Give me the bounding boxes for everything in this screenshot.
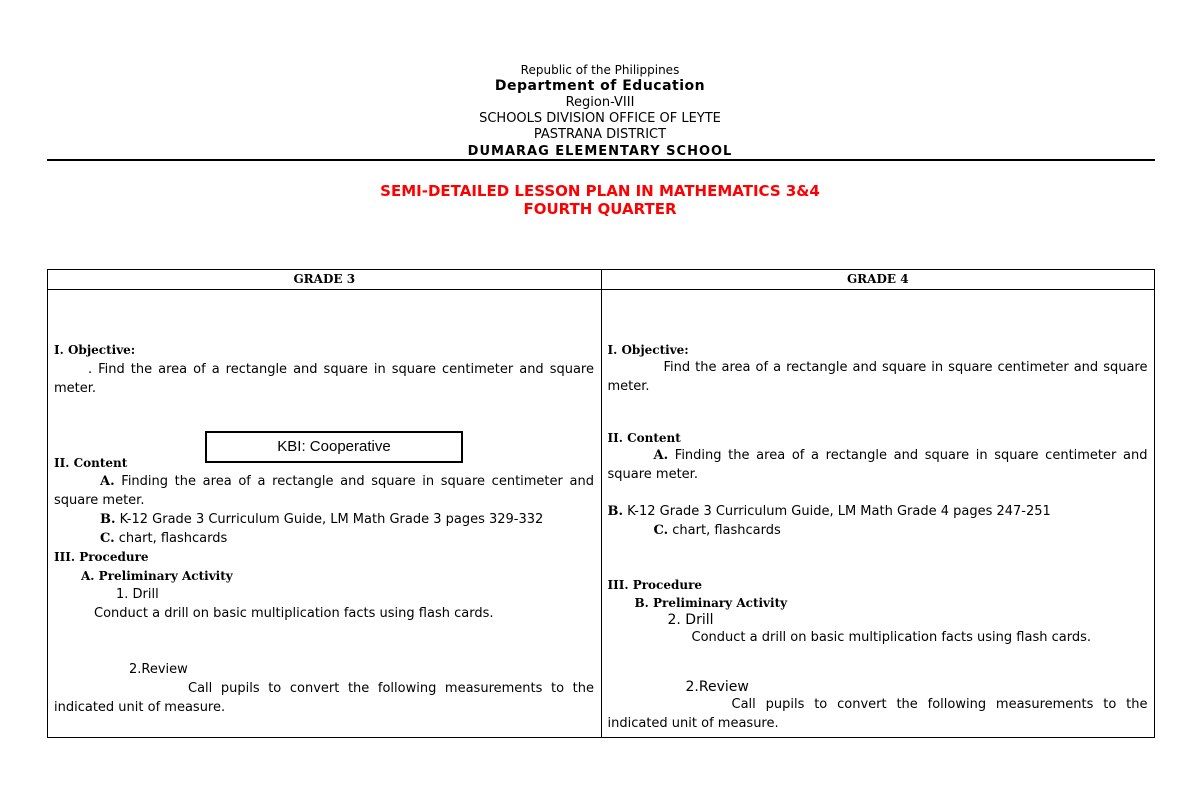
grade3-content-b [100,510,543,529]
grade3-content-c-letter: C. [100,531,115,546]
grade3-preliminary-activity: A. Preliminary Activity [81,569,233,583]
grade3-content-a [54,472,594,510]
grade4-content-a-letter: A. [653,448,669,463]
lesson-plan-table [47,269,1155,738]
district-line: PASTRANA DISTRICT [533,127,667,142]
grade4-drill-text: Conduct a drill on basic multiplication facts using flash cards. [691,630,1091,645]
grade4-content-c-text: chart, flashcards [668,523,781,538]
grade4-content-a [608,446,1148,484]
grade4-content-c [654,521,781,540]
header-divider [47,159,1155,161]
grade4-content-heading: II. Content [607,431,681,445]
grade4-content-b [608,502,1051,521]
grade4-objective-heading: I. Objective: [607,343,689,357]
department-line: Department of Education [494,78,706,94]
grade4-drill: 2. Drill [667,612,714,628]
grade3-content-b-text: K-12 Grade 3 Curriculum Guide, LM Math Grade 3 pages 329-332 [115,512,544,527]
grade3-objective-text: . Find the area of a rectangle and square in square centimeter and square meter. [54,362,594,396]
grade3-review: 2.Review [129,662,188,677]
kbi-box: KBI: Cooperative [205,431,463,463]
school-line: DUMARAG ELEMENTARY SCHOOL [467,144,733,159]
grade3-content-heading: II. Content [54,456,128,470]
grade3-content-c [100,529,227,548]
grade4-content-a-text: Finding the area of a rectangle and square in square centimeter and square meter. [607,448,1148,482]
grade3-objective-heading: I. Objective: [54,343,136,357]
grade3-review-text: Call pupils to convert the following measurements to the indicated unit of measure. [54,681,594,715]
grade3-content-c-text: chart, flashcards [114,531,228,546]
republic-line: Republic of the Philippines [520,63,680,77]
division-line: SCHOOLS DIVISION OFFICE OF LEYTE [479,111,721,126]
grade3-drill-text: Conduct a drill on basic multiplication facts using flash cards. [94,606,494,621]
grade3-content-a-text: Finding the area of a rectangle and square in square centimeter and square meter. [54,474,594,508]
grade3-cell [48,290,602,738]
grade3-procedure-heading: III. Procedure [54,550,149,564]
grade4-cell [601,290,1155,738]
grade4-objective-text: Find the area of a rectangle and square in square centimeter and square meter. [607,360,1148,394]
grade4-review-text: Call pupils to convert the following measurements to the indicated unit of measure. [607,697,1148,731]
grade4-content-b-text: K-12 Grade 3 Curriculum Guide, LM Math Grade 4 pages 247-251 [623,504,1051,519]
grade4-review: 2.Review [685,679,749,695]
quarter-title: FOURTH QUARTER [523,200,677,218]
grade3-content-b-letter: B. [100,512,116,527]
grade3-content-a-letter: A. [100,474,115,489]
lesson-plan-title: SEMI-DETAILED LESSON PLAN IN MATHEMATICS 3&4 [380,182,820,200]
grade4-preliminary-activity: B. Preliminary Activity [634,596,788,610]
grade3-drill: 1. Drill [116,587,159,602]
grade4-content-b-letter: B. [607,504,624,519]
grade3-column-heading: GRADE 3 [48,270,602,290]
grade4-procedure-heading: III. Procedure [607,578,703,592]
grade4-content-c-letter: C. [653,523,669,538]
grade4-column-heading: GRADE 4 [601,270,1155,290]
region-line: Region-VIII [565,95,635,110]
